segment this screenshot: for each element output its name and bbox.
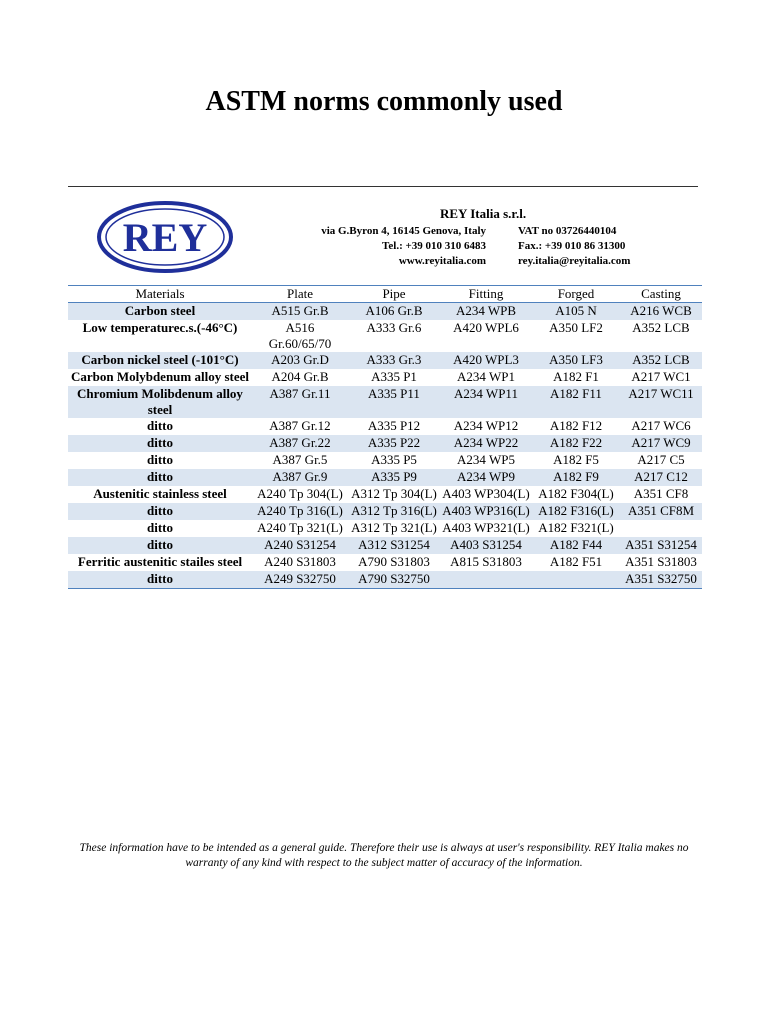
contact-right bbox=[518, 224, 630, 269]
cell-casting: A217 C12 bbox=[620, 469, 702, 486]
cell-pipe: A335 P11 bbox=[348, 386, 440, 418]
cell-plate: A516 Gr.60/65/70 bbox=[268, 320, 332, 351]
cell-pipe: A106 Gr.B bbox=[348, 303, 440, 321]
table-row bbox=[68, 435, 702, 452]
table-row bbox=[68, 537, 702, 554]
cell-material: ditto bbox=[68, 469, 252, 486]
cell-casting bbox=[620, 520, 702, 537]
cell-material: Austenitic stainless steel bbox=[93, 486, 227, 501]
header-divider bbox=[68, 186, 698, 187]
header-pipe: Pipe bbox=[348, 286, 440, 303]
cell-casting: A352 LCB bbox=[632, 320, 690, 335]
cell-fitting: A234 WP9 bbox=[440, 469, 532, 486]
cell-material: Chromium Molibdenum alloy steel bbox=[68, 386, 252, 418]
cell-material: ditto bbox=[147, 452, 173, 467]
cell-material: ditto bbox=[147, 520, 173, 535]
cell-material: ditto bbox=[68, 571, 252, 589]
logo-text: REY bbox=[122, 215, 208, 260]
header-casting: Casting bbox=[620, 286, 702, 303]
cell-casting: A217 C5 bbox=[637, 452, 685, 467]
cell-casting: A217 WC1 bbox=[631, 369, 691, 384]
cell-forged: A182 F5 bbox=[553, 452, 599, 467]
cell-casting: A352 LCB bbox=[620, 352, 702, 369]
cell-pipe: A335 P5 bbox=[371, 452, 417, 467]
cell-forged: A350 LF3 bbox=[532, 352, 620, 369]
header-forged: Forged bbox=[532, 286, 620, 303]
cell-pipe: A312 Tp 321(L) bbox=[351, 520, 437, 535]
cell-plate: A240 S31803 bbox=[264, 554, 336, 569]
cell-fitting: A403 S31254 bbox=[440, 537, 532, 554]
cell-pipe: A312 Tp 316(L) bbox=[348, 503, 440, 520]
cell-fitting: A234 WPB bbox=[440, 303, 532, 321]
cell-fitting: A234 WP5 bbox=[457, 452, 515, 467]
table-row bbox=[68, 320, 702, 352]
cell-fitting: A420 WPL6 bbox=[453, 320, 519, 335]
table-row bbox=[68, 486, 702, 503]
company-tel: Tel.: +39 010 310 6483 bbox=[382, 240, 486, 252]
cell-plate: A240 S31254 bbox=[252, 537, 348, 554]
cell-fitting: A234 WP22 bbox=[440, 435, 532, 452]
table-header-row bbox=[68, 286, 702, 303]
cell-pipe: A333 Gr.6 bbox=[366, 320, 422, 335]
company-vat: VAT no 03726440104 bbox=[518, 225, 617, 237]
company-website: www.reyitalia.com bbox=[398, 255, 486, 267]
company-address: via G.Byron 4, 16145 Genova, Italy bbox=[321, 225, 486, 237]
cell-plate: A387 Gr.12 bbox=[269, 418, 331, 433]
cell-casting: A216 WCB bbox=[620, 303, 702, 321]
table-row bbox=[68, 369, 702, 386]
table-row bbox=[68, 554, 702, 571]
cell-material: ditto bbox=[68, 503, 252, 520]
company-email: rey.italia@reyitalia.com bbox=[518, 255, 631, 267]
cell-fitting: A234 WP11 bbox=[440, 386, 532, 418]
cell-plate: A203 Gr.D bbox=[252, 352, 348, 369]
cell-forged: A182 F22 bbox=[532, 435, 620, 452]
cell-pipe: A790 S32750 bbox=[348, 571, 440, 589]
cell-plate: A240 Tp 316(L) bbox=[252, 503, 348, 520]
cell-casting: A351 S32750 bbox=[620, 571, 702, 589]
cell-pipe: A333 Gr.3 bbox=[348, 352, 440, 369]
cell-plate: A240 Tp 304(L) bbox=[257, 486, 343, 501]
table-row bbox=[68, 352, 702, 369]
cell-casting: A351 CF8 bbox=[633, 486, 689, 501]
cell-material: Low temperaturec.s.(-46°C) bbox=[82, 320, 238, 335]
cell-plate: A515 Gr.B bbox=[252, 303, 348, 321]
disclaimer: These information have to be intended as a general guide. Therefore their use is always at user's responsibility. REY Italia makes no warranty of any kind with respect to the subject matter of accuracy of the information. bbox=[79, 842, 689, 869]
table-row bbox=[68, 303, 702, 321]
cell-forged: A182 F321(L) bbox=[538, 520, 614, 535]
cell-material: Carbon Molybdenum alloy steel bbox=[70, 369, 250, 384]
table-row bbox=[68, 503, 702, 520]
cell-fitting: A815 S31803 bbox=[450, 554, 522, 569]
cell-material: Carbon steel bbox=[68, 303, 252, 321]
cell-material: ditto bbox=[68, 537, 252, 554]
cell-fitting: A403 WP316(L) bbox=[440, 503, 532, 520]
cell-fitting: A403 WP321(L) bbox=[442, 520, 530, 535]
cell-fitting: A403 WP304(L) bbox=[442, 486, 530, 501]
cell-plate: A249 S32750 bbox=[252, 571, 348, 589]
cell-material: Carbon nickel steel (-101°C) bbox=[68, 352, 252, 369]
cell-forged: A182 F304(L) bbox=[538, 486, 614, 501]
cell-forged: A182 F316(L) bbox=[532, 503, 620, 520]
table-row bbox=[68, 452, 702, 469]
cell-forged: A105 N bbox=[532, 303, 620, 321]
cell-forged: A182 F44 bbox=[532, 537, 620, 554]
cell-casting: A351 S31254 bbox=[620, 537, 702, 554]
cell-forged: A182 F9 bbox=[532, 469, 620, 486]
company-name: REY Italia s.r.l. bbox=[440, 206, 527, 221]
cell-forged: A182 F1 bbox=[553, 369, 599, 384]
cell-fitting: A234 WP12 bbox=[453, 418, 519, 433]
cell-pipe: A312 Tp 304(L) bbox=[351, 486, 437, 501]
cell-forged: A350 LF2 bbox=[549, 320, 603, 335]
cell-fitting: A234 WP1 bbox=[457, 369, 515, 384]
header-fitting: Fitting bbox=[440, 286, 532, 303]
cell-material: ditto bbox=[147, 418, 173, 433]
page-title: ASTM norms commonly used bbox=[205, 86, 563, 117]
table-row bbox=[68, 469, 702, 486]
cell-forged bbox=[532, 571, 620, 589]
cell-plate: A387 Gr.9 bbox=[252, 469, 348, 486]
cell-plate: A204 Gr.B bbox=[271, 369, 329, 384]
cell-plate: A240 Tp 321(L) bbox=[257, 520, 343, 535]
cell-fitting bbox=[440, 571, 532, 589]
cell-plate: A387 Gr.11 bbox=[252, 386, 348, 418]
cell-casting: A351 S31803 bbox=[625, 554, 697, 569]
cell-pipe: A335 P1 bbox=[371, 369, 417, 384]
cell-fitting: A420 WPL3 bbox=[440, 352, 532, 369]
table-row bbox=[68, 386, 702, 418]
cell-casting: A351 CF8M bbox=[620, 503, 702, 520]
astm-norms-table bbox=[68, 285, 702, 589]
header-materials: Materials bbox=[68, 286, 252, 303]
cell-forged: A182 F51 bbox=[549, 554, 603, 569]
cell-material: ditto bbox=[68, 435, 252, 452]
cell-pipe: A335 P9 bbox=[348, 469, 440, 486]
cell-plate: A387 Gr.5 bbox=[272, 452, 328, 467]
contact-left bbox=[321, 224, 486, 269]
cell-pipe: A335 P12 bbox=[367, 418, 421, 433]
cell-forged: A182 F11 bbox=[532, 386, 620, 418]
header-plate: Plate bbox=[252, 286, 348, 303]
table-row bbox=[68, 520, 702, 537]
table-row bbox=[68, 571, 702, 589]
cell-casting: A217 WC9 bbox=[620, 435, 702, 452]
cell-pipe: A335 P22 bbox=[348, 435, 440, 452]
cell-casting: A217 WC6 bbox=[631, 418, 691, 433]
cell-plate: A387 Gr.22 bbox=[252, 435, 348, 452]
cell-pipe: A790 S31803 bbox=[358, 554, 430, 569]
cell-casting: A217 WC11 bbox=[620, 386, 702, 418]
cell-forged: A182 F12 bbox=[549, 418, 603, 433]
table-row bbox=[68, 418, 702, 435]
company-fax: Fax.: +39 010 86 31300 bbox=[518, 240, 626, 252]
cell-material: Ferritic austenitic stailes steel bbox=[77, 554, 243, 569]
cell-pipe: A312 S31254 bbox=[348, 537, 440, 554]
rey-logo bbox=[96, 200, 234, 274]
